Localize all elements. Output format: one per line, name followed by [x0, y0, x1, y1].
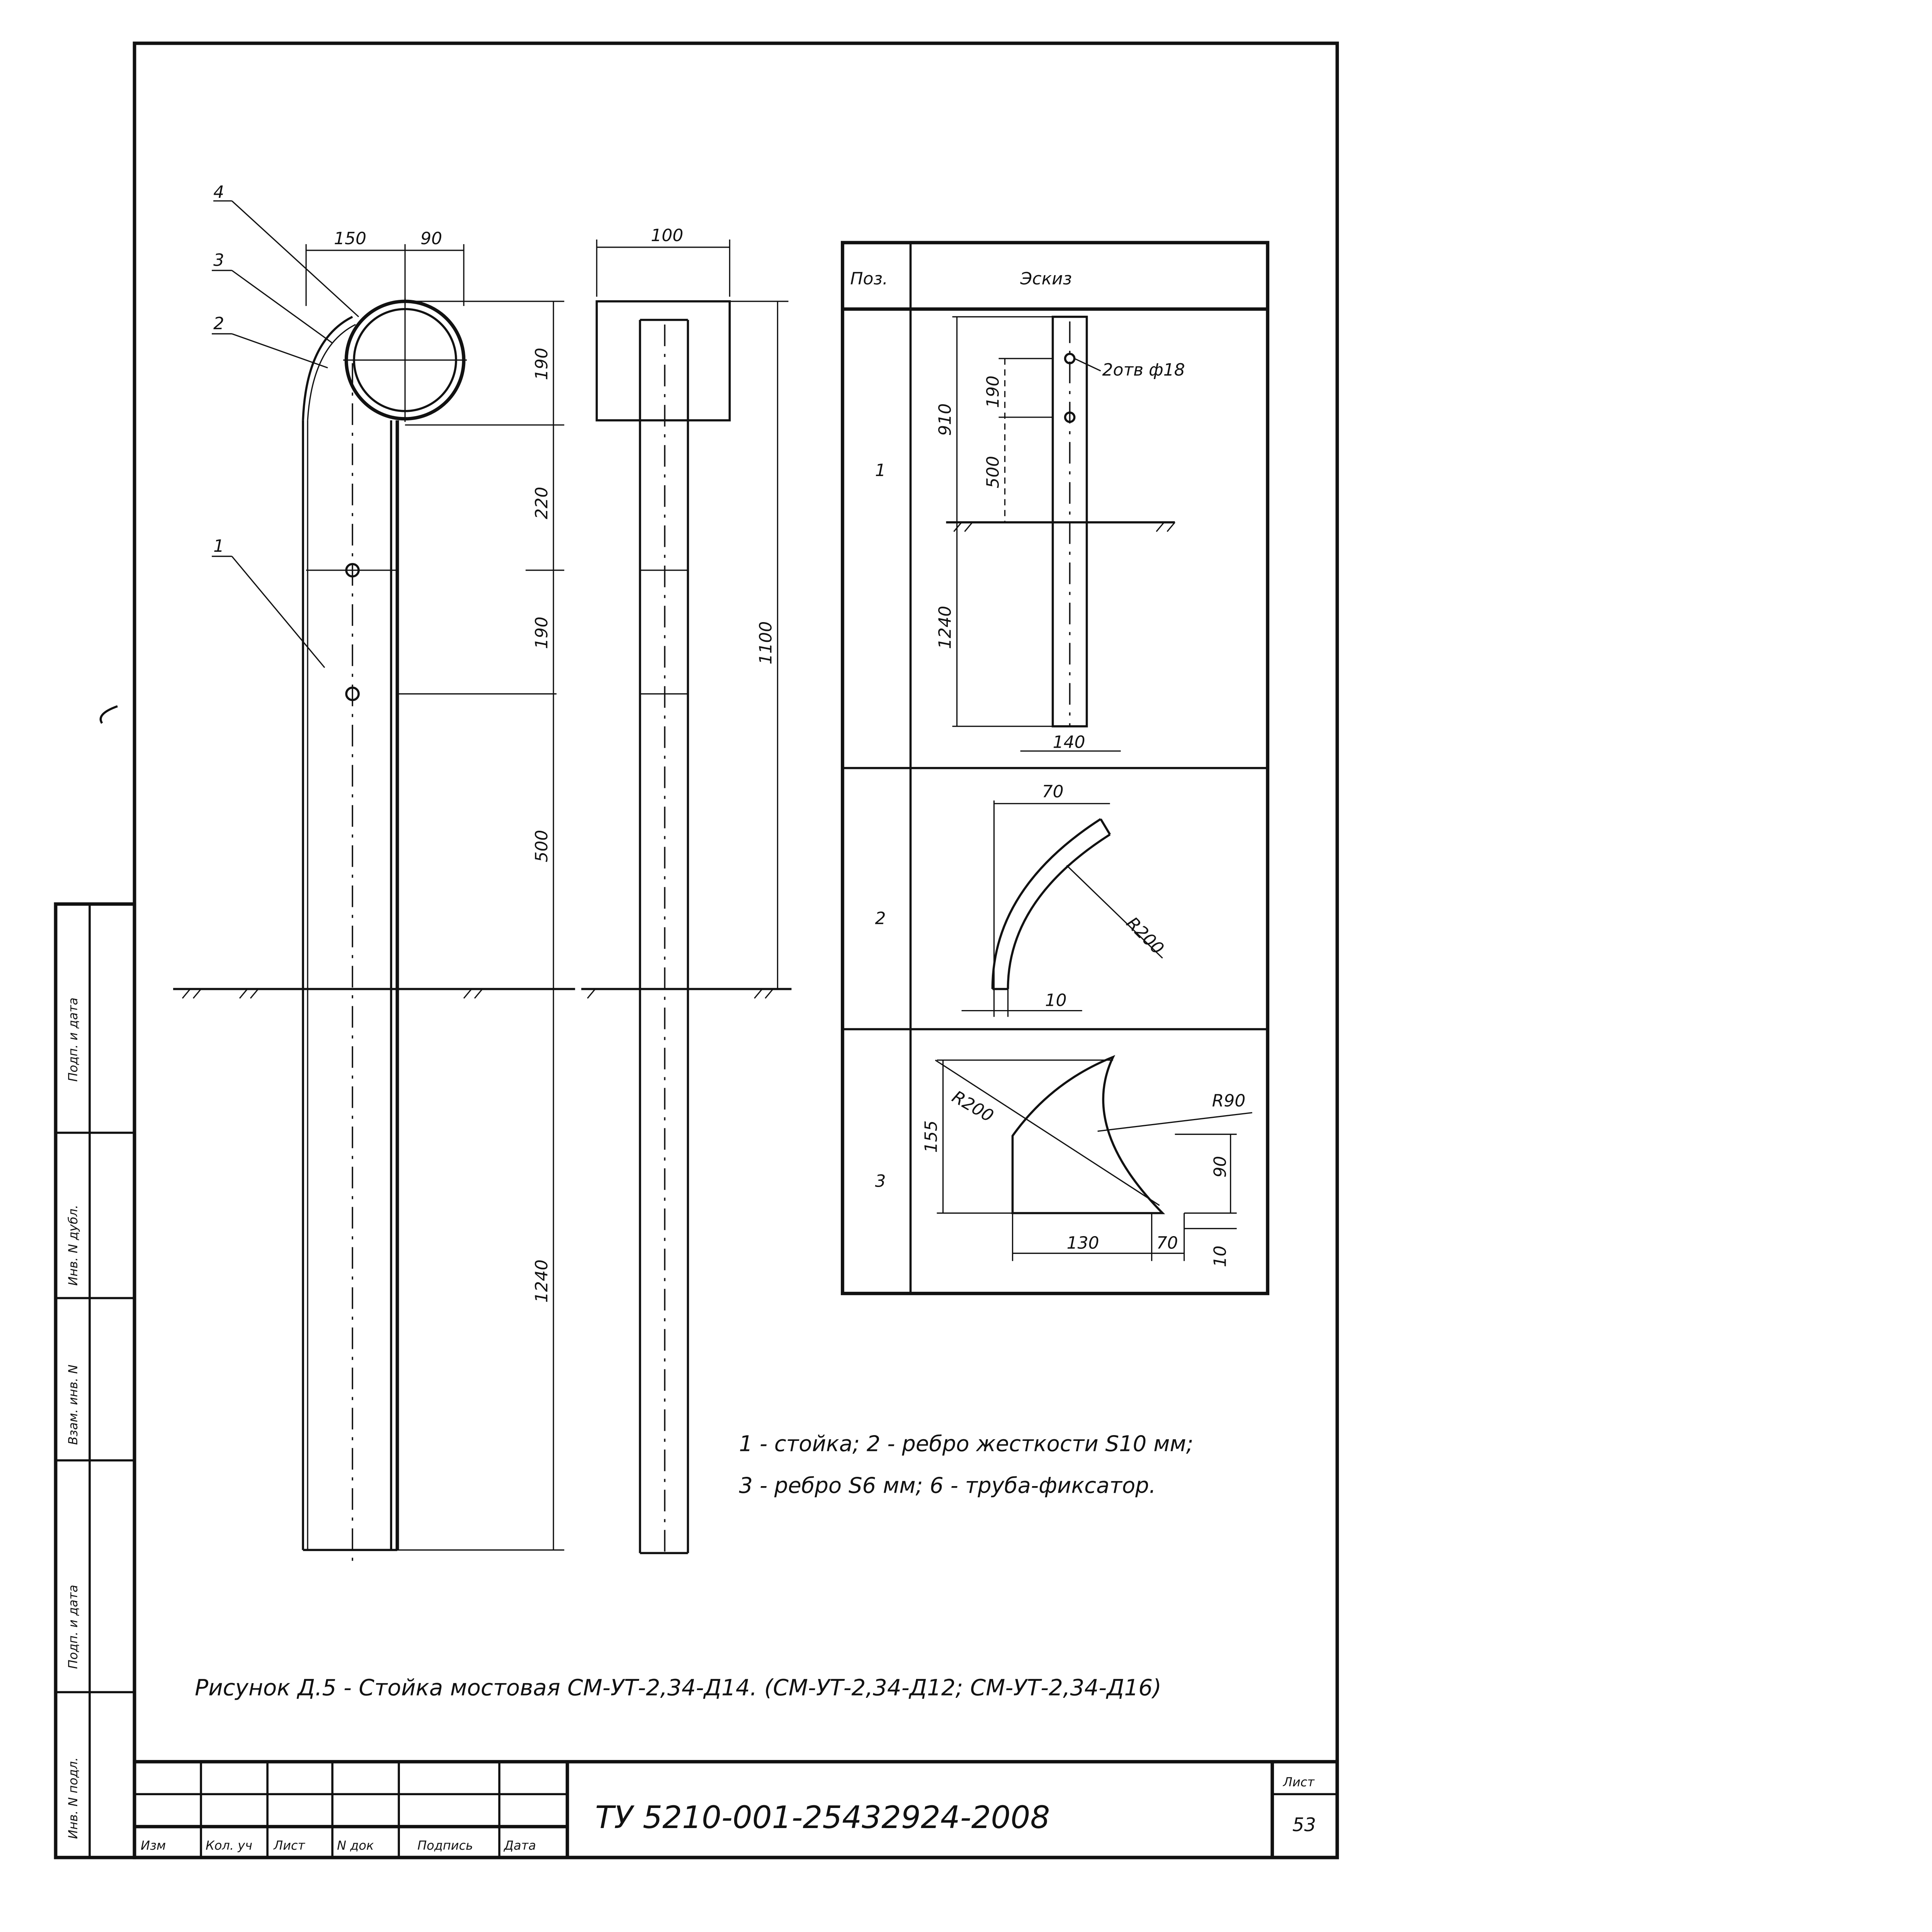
row3-r90: R90 — [1212, 1091, 1246, 1111]
sketch-post — [935, 317, 1185, 752]
tb-col-ndok: N док — [337, 1838, 374, 1853]
row3-d10: 10 — [1210, 1245, 1230, 1267]
dim-v2: 220 — [532, 486, 552, 519]
doc-code: ТУ 5210-001-25432924-2008 — [595, 1799, 1050, 1836]
side-dim-100: 100 — [651, 225, 684, 245]
title-block — [134, 1762, 1337, 1857]
sheet-number: 53 — [1292, 1814, 1316, 1836]
row3-d90: 90 — [1210, 1156, 1230, 1178]
row1-pos: 1 — [875, 460, 886, 480]
main-view — [173, 182, 575, 1561]
row2-r200: R200 — [1122, 913, 1168, 959]
table-header-sketch: Эскиз — [1020, 269, 1072, 289]
dim-v5: 1240 — [532, 1259, 552, 1303]
row1-d1240: 1240 — [935, 605, 955, 649]
stamp-label-1: Подп. и дата — [66, 997, 81, 1082]
row1-hole: 2отв ф18 — [1102, 360, 1185, 380]
stamp-label-2: Инв. N дубл. — [66, 1204, 81, 1286]
dim-v4: 500 — [532, 830, 552, 862]
side-stamp — [56, 904, 134, 1858]
tb-col-podpis: Подпись — [417, 1838, 473, 1853]
row2-d10: 10 — [1045, 990, 1067, 1010]
row3-pos: 3 — [875, 1171, 886, 1191]
tb-col-data: Дата — [504, 1838, 536, 1853]
dim-v3: 190 — [532, 616, 552, 649]
side-view — [581, 226, 791, 1553]
legend-line-1: 1 - стойка; 2 - ребро жесткости S10 мм; — [739, 1431, 1194, 1457]
row3-d70: 70 — [1156, 1233, 1178, 1253]
stamp-label-5: Инв. N подл. — [66, 1757, 81, 1839]
row3-d130: 130 — [1066, 1233, 1099, 1253]
table-header-pos: Поз. — [850, 269, 888, 289]
parts-table — [842, 243, 1267, 1294]
row2-pos: 2 — [875, 908, 886, 929]
tb-col-list: Лист — [274, 1838, 305, 1853]
tb-col-kol: Кол. уч — [206, 1838, 253, 1853]
stray-mark — [100, 706, 117, 723]
callout-2: 2 — [213, 313, 224, 333]
callout-4: 4 — [213, 182, 224, 202]
side-dim-1100: 1100 — [756, 621, 776, 665]
sketch-rib — [961, 782, 1167, 1017]
row3-r200: R200 — [948, 1087, 997, 1126]
dim-v1: 190 — [532, 347, 552, 380]
row1-d190: 190 — [983, 375, 1003, 408]
stamp-label-3: Взам. инв. N — [66, 1364, 81, 1445]
dim-90: 90 — [420, 228, 442, 248]
row1-d500: 500 — [983, 456, 1003, 488]
row1-d910: 910 — [935, 403, 955, 436]
sketch-rib-s6 — [921, 1057, 1252, 1267]
sheet-label: Лист — [1283, 1775, 1315, 1790]
dim-150: 150 — [334, 228, 367, 248]
stiffening-rib — [303, 317, 352, 420]
legend-line-2: 3 - ребро S6 мм; 6 - труба-фиксатор. — [739, 1473, 1156, 1498]
row3-d155: 155 — [921, 1120, 941, 1153]
callout-1: 1 — [213, 536, 224, 556]
callout-3: 3 — [213, 250, 224, 270]
row2-d70: 70 — [1042, 782, 1064, 802]
row1-d140: 140 — [1053, 732, 1085, 752]
stamp-label-4: Подп. и дата — [66, 1585, 81, 1669]
figure-caption: Рисунок Д.5 - Стойка мостовая СМ-УТ-2,34-Д14. (СМ-УТ-2,34-Д12; СМ-УТ-2,34-Д16) — [195, 1674, 1162, 1701]
tb-col-izm: Изм — [141, 1838, 166, 1853]
